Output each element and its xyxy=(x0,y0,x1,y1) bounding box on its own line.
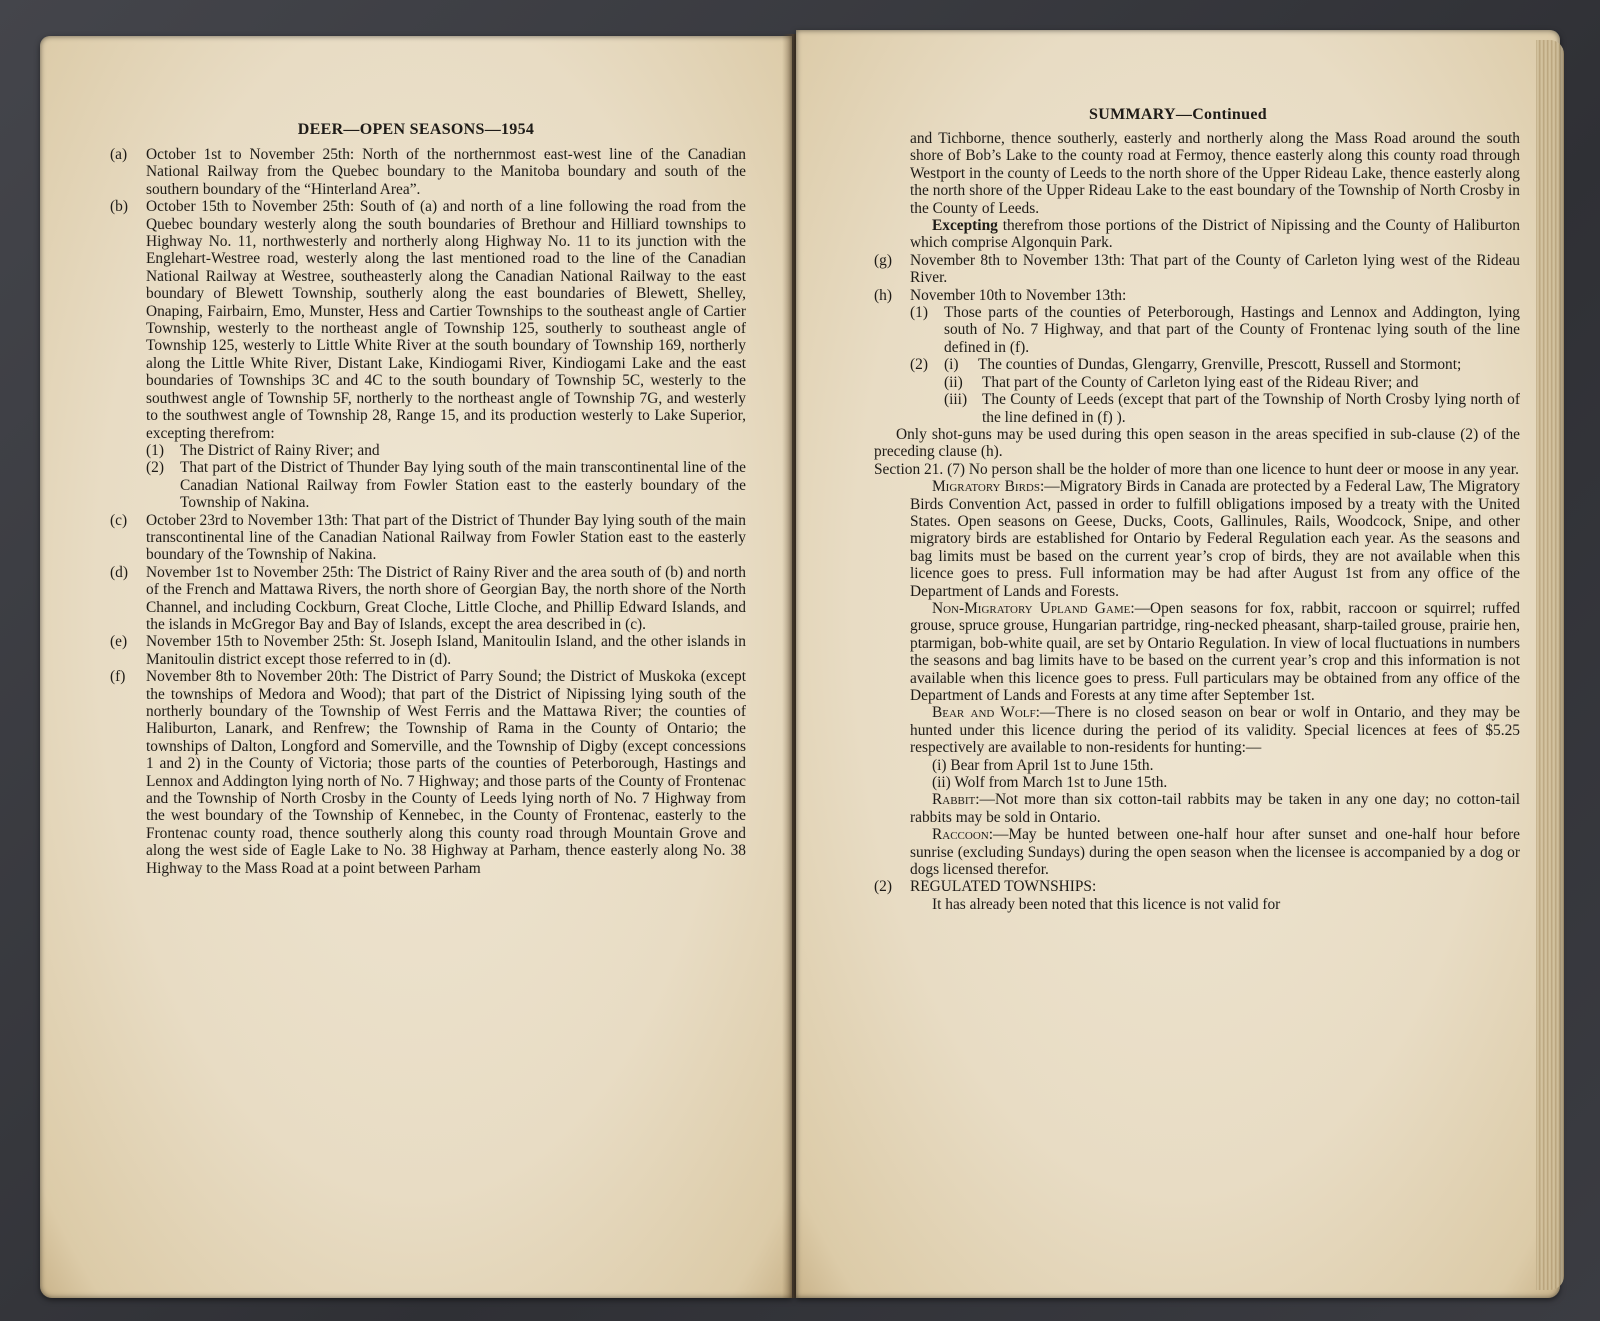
section-heading: Raccoon: xyxy=(932,826,993,844)
list-item xyxy=(110,198,746,442)
wolf-season-line: (ii) Wolf from March 1st to June 15th. xyxy=(932,774,1168,792)
item-text: November 8th to November 20th: The District of Parry Sound; the District of Muskoka (except the townships of Medora and Wood); that part of the District of Nipissing lying south of the northerly boundary of the Township of West Ferris and the Mattawa River; the counties of Haliburton, Lanark, and Renfrew; the Township of Rama in the County of Ontario; the townships of Dalton, Longford and Somerville, and the Township of Digby (except concessions 1 and 2) in the County of Victoria; those parts of the counties of Peterborough, Hastings and Lennox and Addington lying north of No. 7 Highway; and those parts of the County of Frontenac and the Township of North Crosby in the County of Leeds lying north of No. 7 Highway from the west boundary of the Township of Kennebec, in the County of Frontenac, easterly to the Frontenac county road, thence southerly along this county road through Mountain Grove and along the west side of Eagle Lake to No. 38 Highway at Parham, thence easterly along No. 38 Highway to the Mass Road at a point between Parham xyxy=(146,668,746,877)
item-marker: (ii) xyxy=(944,373,963,391)
item-marker: (2) xyxy=(874,878,892,896)
list-item xyxy=(110,512,746,564)
item-marker: (d) xyxy=(110,563,128,581)
sub-sub-item xyxy=(874,391,1520,426)
sub-list-item xyxy=(110,459,746,511)
item-text: That part of the County of Carleton lying east of the Rideau River; and xyxy=(982,373,1419,391)
item-text: October 15th to November 25th: South of (a) and north of a line following the road from the Quebec boundary westerly along the south boundaries of Brethour and Hilliard townships to Highway No. 11, northwesterly and northerly along Highway No. 11 to its junction with the Englehart-Westree road, westerly along the last mentioned road to the line of the Canadian National Railway at Westree, southeasterly along the Canadian National Railway to the east boundary of Blewett Township, southerly along the east boundaries of Blewett, Shelley, Onaping, Fairbairn, Emo, Munster, Hess and Cartier Townships to the southeast angle of Cartier Township, westerly to the northeast angle of Township 125, southerly to southeast angle of Township 125, westerly to Little White River at the south boundary of Township 169, northerly along the Little White River, Distant Lake, Kindiogami River, Kindiogami Lake and the east boundaries of Townships 3C and 4C to the south boundary of Township 5C, westerly to the southwest angle of Township 5F, northerly to the northeast angle of Township 7G, and westerly to the southwest angle of Township 28, Range 15, and its production westerly to Lake Superior, excepting therefrom: xyxy=(146,198,746,442)
item-text: October 1st to November 25th: North of the northernmost east-west line of the Canadian National Railway from the Quebec boundary to the Manitoba boundary and south of the southern boundary of the “Hinterland Area”. xyxy=(146,146,746,198)
right-page xyxy=(796,30,1560,1298)
item-marker: (1) xyxy=(146,441,164,459)
section-body: —Open seasons for fox, rabbit, raccoon or squirrel; ruffed grouse, spruce grouse, Hungarian partridge, ring-necked pheasant, sharp-tailed grouse, prairie hen, ptarmigan, bob-white quail, are set by Ontario Regulation. In view of local fluctuations in numbers the seasons and bag limits have to be based on the current year’s crop and this information is not available when this licence goes to press. Full particulars may be obtained from any office of the Department of Lands and Forests at any time after September 1st. xyxy=(910,599,1521,704)
section-heading: Rabbit: xyxy=(932,791,980,809)
page-title: SUMMARY—Continued xyxy=(1089,106,1267,123)
item-text: October 23rd to November 13th: That part of the District of Thunder Bay lying south of the main transcontinental line of the Canadian National Railway from Fowler Station east to the easterly boundary of the Township of Nakina. xyxy=(146,511,746,564)
section-heading: Bear and Wolf: xyxy=(932,704,1040,722)
excepting-paragraph xyxy=(874,217,1520,252)
item-text: November 8th to November 13th: That part of the County of Carleton lying west of the Rideau River. xyxy=(910,251,1520,287)
item-marker: (2) xyxy=(910,356,928,374)
item-marker: (b) xyxy=(110,198,128,216)
continuation-body: and Tichborne, thence southerly, easterly and northerly along the Mass Road around the south shore of Bob’s Lake to the county road at Fermoy, thence easterly along this county road through Westport in the county of Leeds to the north shore of the Upper Rideau Lake, thence easterly along the north shore of the Upper Rideau Lake to the east boundary of the Township of North Crosby in the County of Leeds. xyxy=(910,130,1520,217)
upland-game-paragraph xyxy=(874,600,1520,704)
item-marker: (h) xyxy=(874,286,892,304)
list-item xyxy=(110,633,746,668)
item-text: The County of Leeds (except that part of the Township of North Crosby lying north of the line defined in (f) ). xyxy=(982,391,1520,426)
list-item xyxy=(110,668,746,877)
item-marker: (e) xyxy=(110,633,128,651)
raccoon-paragraph xyxy=(874,826,1520,878)
sub-list-item xyxy=(874,356,1520,373)
regulated-townships-heading xyxy=(874,878,1520,895)
item-marker: (f) xyxy=(110,668,126,686)
item-text: The counties of Dundas, Glengarry, Grenville, Prescott, Russell and Stormont; xyxy=(978,356,1462,374)
list-item xyxy=(874,252,1520,287)
left-page-body xyxy=(110,146,746,877)
sub-sub-item xyxy=(944,356,1520,373)
item-text: November 1st to November 25th: The District of Rainy River and the area south of (b) and north of the French and Mattawa Rivers, the north shore of Georgian Bay, the north shore of the North Channel, and including Cockburn, Great Cloche, Little Cloche, and Phillip Edward Islands, and the islands in McGregor Bay and Bay of Islands, except the area described in (c). xyxy=(146,563,746,633)
excepting-rest: therefrom those portions of the District of Nipissing and the County of Haliburton which comprise Algonquin Park. xyxy=(910,217,1520,252)
item-marker: (1) xyxy=(910,304,928,322)
item-marker: (c) xyxy=(110,511,128,529)
migratory-birds-paragraph xyxy=(874,478,1520,600)
section-body: —May be hunted between one-half hour after sunset and one-half hour before sunrise (excluding Sundays) during the open season when the licensee is accompanied by a dog or dogs licensed therefor. xyxy=(910,826,1520,879)
section-body: —Not more than six cotton-tail rabbits may be taken in any one day; no cotton-tail rabbits may be sold in Ontario. xyxy=(910,791,1520,826)
sub-sub-item xyxy=(874,374,1520,391)
continuation-text xyxy=(874,130,1520,217)
item-text: Those parts of the counties of Peterborough, Hastings and Lennox and Addington, lying south of No. 7 Highway, and that part of the County of Frontenac lying south of the line defined in (f). xyxy=(944,304,1520,356)
page-block-edge xyxy=(1536,40,1564,1290)
item-marker: (iii) xyxy=(944,391,968,409)
left-page xyxy=(40,36,792,1298)
sub-list-item xyxy=(874,304,1520,356)
list-item xyxy=(110,564,746,634)
item-text xyxy=(944,356,1520,373)
item-text: November 10th to November 13th: xyxy=(910,286,1127,304)
item-text: November 15th to November 25th: St. Joseph Island, Manitoulin Island, and the other islands in Manitoulin district except those referred to in (d). xyxy=(146,633,746,668)
section-heading: REGULATED TOWNSHIPS: xyxy=(910,878,1097,896)
section-21-paragraph: Section 21. (7) No person shall be the holder of more than one licence to hunt deer or moose in any year. xyxy=(874,460,1519,478)
bear-wolf-paragraph xyxy=(874,704,1520,756)
regulated-townships-text: It has already been noted that this licence is not valid for xyxy=(932,895,1281,913)
item-text: That part of the District of Thunder Bay lying south of the main transcontinental line of the Canadian National Railway from Fowler Station east to the easterly boundary of the Township of Nakina. xyxy=(180,459,746,512)
rabbit-paragraph xyxy=(874,791,1520,826)
sub-list-item xyxy=(110,442,746,459)
item-marker: (g) xyxy=(874,251,892,269)
section-heading: Migratory Birds: xyxy=(932,478,1045,496)
list-item xyxy=(110,146,746,198)
item-marker: (2) xyxy=(146,459,164,477)
section-body: —There is no closed season on bear or wolf in Ontario, and they may be hunted under this licence during the period of its validity. Special licences at fees of $5.25 respectively are available to non-residents for hunting:— xyxy=(910,704,1520,757)
excepting-word: Excepting xyxy=(932,217,998,235)
page-title: DEER—OPEN SEASONS—1954 xyxy=(297,121,535,138)
right-page-body xyxy=(874,130,1520,913)
item-marker: (a) xyxy=(110,146,128,163)
list-item xyxy=(874,287,1520,304)
shotgun-paragraph: Only shot-guns may be used during this open season in the areas specified in sub-clause (2) of the preceding clause (h). xyxy=(874,425,1520,461)
bear-season-line: (i) Bear from April 1st to June 15th. xyxy=(932,756,1154,774)
section-body: —Migratory Birds in Canada are protected by a Federal Law, The Migratory Birds Convention Act, passed in order to fulfill obligations imposed by a treaty with the United States. Open seasons on Geese, Ducks, Coots, Gallinules, Rails, Woodcock, Snipe, and other migratory birds are established for Ontario by Federal Regulation each year. As the seasons and bag limits must be based on the current year’s crop of birds, they are not available when this licence goes to press. Full information may be had after August 1st from any office of the Department of Lands and Forests. xyxy=(910,478,1520,600)
item-text: The District of Rainy River; and xyxy=(180,441,380,459)
item-marker: (i) xyxy=(944,356,959,374)
section-heading: Non-Migratory Upland Game: xyxy=(932,599,1135,617)
